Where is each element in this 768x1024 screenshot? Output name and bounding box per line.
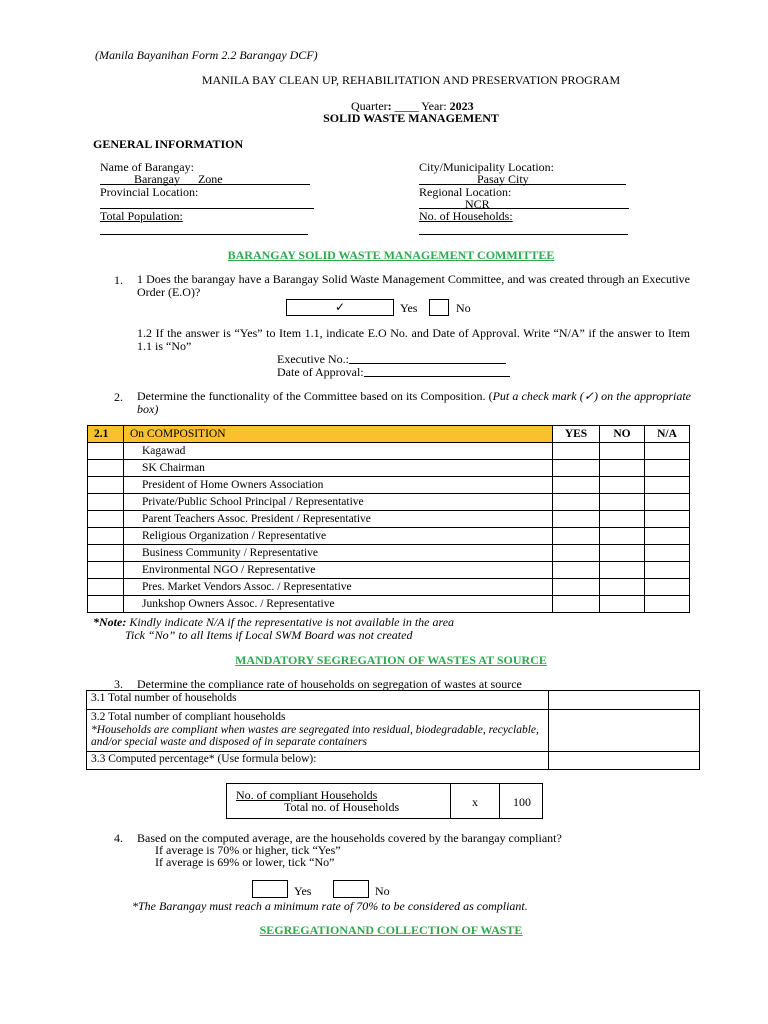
yes-cell[interactable] [553, 545, 600, 562]
year-value: 2023 [449, 99, 474, 113]
member-label: Kagawad [124, 443, 553, 460]
na-cell[interactable] [645, 596, 690, 613]
note-text-1: Kindly indicate N/A if the representative is not available in the area [126, 615, 455, 629]
member-label: Pres. Market Vendors Assoc. / Representative [124, 579, 553, 596]
na-cell[interactable] [645, 511, 690, 528]
barangay-value: Barangay Zone [134, 172, 223, 186]
na-cell[interactable] [645, 528, 690, 545]
no-cell[interactable] [600, 443, 645, 460]
computed-percentage-input[interactable] [549, 752, 700, 770]
table-row [88, 596, 690, 613]
regional-label: Regional Location: [419, 185, 512, 199]
no-cell[interactable] [600, 477, 645, 494]
year-label: Year: [421, 99, 450, 113]
program-title: MANILA BAY CLEAN UP, REHABILITATION AND PRESERVATION PROGRAM [201, 73, 621, 87]
date-approval-field[interactable] [364, 376, 510, 377]
composition-num: 2.1 [88, 426, 124, 443]
table-row [88, 562, 690, 579]
formula-numerator: No. of compliant Households [236, 788, 378, 802]
table-row [88, 477, 690, 494]
composition-table [87, 425, 690, 613]
table-row [87, 691, 700, 710]
composition-note-2: Tick “No” to all Items if Local SWM Board was not created [125, 628, 413, 642]
formula-multiply: x [472, 795, 478, 809]
compliant-households-label: 3.2 Total number of compliant households [91, 711, 286, 723]
table-row [87, 752, 700, 770]
committee-heading: BARANGAY SOLID WASTE MANAGEMENT COMMITTEE [227, 248, 555, 262]
col-yes-header: YES [553, 426, 600, 443]
compliant-households-note: *Households are compliant when wastes are segregated into residual, biodegradable, recyclable, and/or special waste and disposed of in separate containers [91, 723, 539, 748]
table-row [88, 494, 690, 511]
member-label: Environmental NGO / Representative [124, 562, 553, 579]
minimum-rate-note: *The Barangay must reach a minimum rate of 70% to be considered as compliant. [132, 899, 528, 913]
table-row [88, 579, 690, 596]
member-label: Parent Teachers Assoc. President / Representative [124, 511, 553, 528]
member-label: Business Community / Representative [124, 545, 553, 562]
q4-number: 4. [114, 831, 123, 845]
member-label: Junkshop Owners Assoc. / Representative [124, 596, 553, 613]
formula-denominator: Total no. of Households [284, 800, 400, 814]
compliance-table [86, 690, 700, 770]
col-na-header: N/A [645, 426, 690, 443]
yes-cell[interactable] [553, 443, 600, 460]
no-cell[interactable] [600, 596, 645, 613]
q2-number: 2. [114, 390, 123, 404]
na-cell[interactable] [645, 545, 690, 562]
q4-no-checkbox[interactable] [333, 880, 369, 898]
composition-header-row [88, 426, 690, 443]
member-label: SK Chairman [124, 460, 553, 477]
quarter-colon: : [387, 99, 392, 113]
q1-text: 1 Does the barangay have a Barangay Solid Waste Management Committee, and was created through an Executive Order (E.O)? [137, 272, 690, 299]
member-label: Religious Organization / Representative [124, 528, 553, 545]
collection-heading: SEGREGATIONAND COLLECTION OF WASTE [259, 923, 523, 937]
table-row [87, 710, 700, 752]
population-label: Total Population: [100, 209, 183, 223]
yes-cell[interactable] [553, 511, 600, 528]
q1-yes-checkbox[interactable] [286, 299, 394, 316]
regional-value: NCR [465, 197, 490, 211]
q12-text: 1.2 If the answer is “Yes” to Item 1.1, indicate E.O No. and Date of Approval. Write “N/A” if the answer to Item 1.1 is “No” [137, 326, 690, 353]
table-row [88, 545, 690, 562]
yes-cell[interactable] [553, 477, 600, 494]
no-cell[interactable] [600, 494, 645, 511]
no-cell[interactable] [600, 528, 645, 545]
q3-text: Determine the compliance rate of households on segregation of wastes at source [137, 677, 522, 691]
q1-no-checkbox[interactable] [429, 299, 449, 316]
table-row [88, 460, 690, 477]
population-underline [100, 234, 308, 235]
na-cell[interactable] [645, 477, 690, 494]
na-cell[interactable] [645, 579, 690, 596]
segregation-heading: MANDATORY SEGREGATION OF WASTES AT SOURCE [235, 653, 547, 667]
col-no-header: NO [600, 426, 645, 443]
na-cell[interactable] [645, 443, 690, 460]
compliant-households-cell [87, 710, 549, 752]
yes-cell[interactable] [553, 562, 600, 579]
na-cell[interactable] [645, 494, 690, 511]
form-reference: (Manila Bayanihan Form 2.2 Barangay DCF) [95, 48, 318, 62]
no-cell[interactable] [600, 579, 645, 596]
composition-title: On COMPOSITION [124, 426, 553, 443]
q1-number: 1. [114, 273, 123, 287]
barangay-label: Name of Barangay: [100, 160, 194, 174]
households-label: No. of Households: [419, 209, 513, 223]
provincial-label: Provincial Location: [100, 185, 199, 199]
no-cell[interactable] [600, 562, 645, 579]
city-label: City/Municipality Location: [419, 160, 554, 174]
yes-cell[interactable] [553, 528, 600, 545]
formula-hundred: 100 [513, 795, 531, 809]
date-approval-label: Date of Approval: [277, 365, 364, 379]
q2-text-main: Determine the functionality of the Committee based on its Composition. ( [137, 389, 493, 403]
q3-number: 3. [114, 677, 123, 691]
q1-yes-label: Yes [400, 301, 418, 315]
note-label: *Note: [93, 615, 127, 629]
general-info-heading: GENERAL INFORMATION [93, 137, 244, 151]
subject-title: SOLID WASTE MANAGEMENT [323, 111, 499, 125]
table-row [88, 443, 690, 460]
q4-rule-yes: If average is 70% or higher, tick “Yes” [155, 843, 341, 857]
q4-yes-label: Yes [294, 884, 312, 898]
quarter-blank: ____ [394, 99, 419, 113]
exec-no-field[interactable] [349, 363, 506, 364]
yes-cell[interactable] [553, 579, 600, 596]
q4-text: Based on the computed average, are the households covered by the barangay compliant? [137, 831, 562, 845]
na-cell[interactable] [645, 460, 690, 477]
households-underline [419, 234, 628, 235]
table-row [88, 511, 690, 528]
city-value: Pasay City [477, 172, 529, 186]
no-cell[interactable] [600, 545, 645, 562]
exec-no-label: Executive No.: [277, 352, 349, 366]
q2-text-italic: Put a check mark (✓) on the appropriate box) [137, 389, 691, 416]
q1-no-label: No [456, 301, 471, 315]
member-label: President of Home Owners Association [124, 477, 553, 494]
yes-cell[interactable] [553, 596, 600, 613]
q4-yes-checkbox[interactable] [252, 880, 288, 898]
yes-cell[interactable] [553, 494, 600, 511]
quarter-label: Quarter [351, 99, 388, 113]
computed-percentage-label: 3.3 Computed percentage* (Use formula below): [87, 752, 549, 770]
member-label: Private/Public School Principal / Representative [124, 494, 553, 511]
q4-rule-no: If average is 69% or lower, tick “No” [155, 855, 335, 869]
q2-text [137, 390, 691, 416]
table-row [88, 528, 690, 545]
no-cell[interactable] [600, 460, 645, 477]
q4-no-label: No [375, 884, 390, 898]
total-households-input[interactable] [549, 691, 700, 710]
yes-cell[interactable] [553, 460, 600, 477]
compliant-households-input[interactable] [549, 710, 700, 752]
na-cell[interactable] [645, 562, 690, 579]
check-mark-icon: ✓ [334, 300, 346, 314]
formula-box [226, 783, 543, 819]
total-households-label: 3.1 Total number of households [87, 691, 549, 710]
no-cell[interactable] [600, 511, 645, 528]
